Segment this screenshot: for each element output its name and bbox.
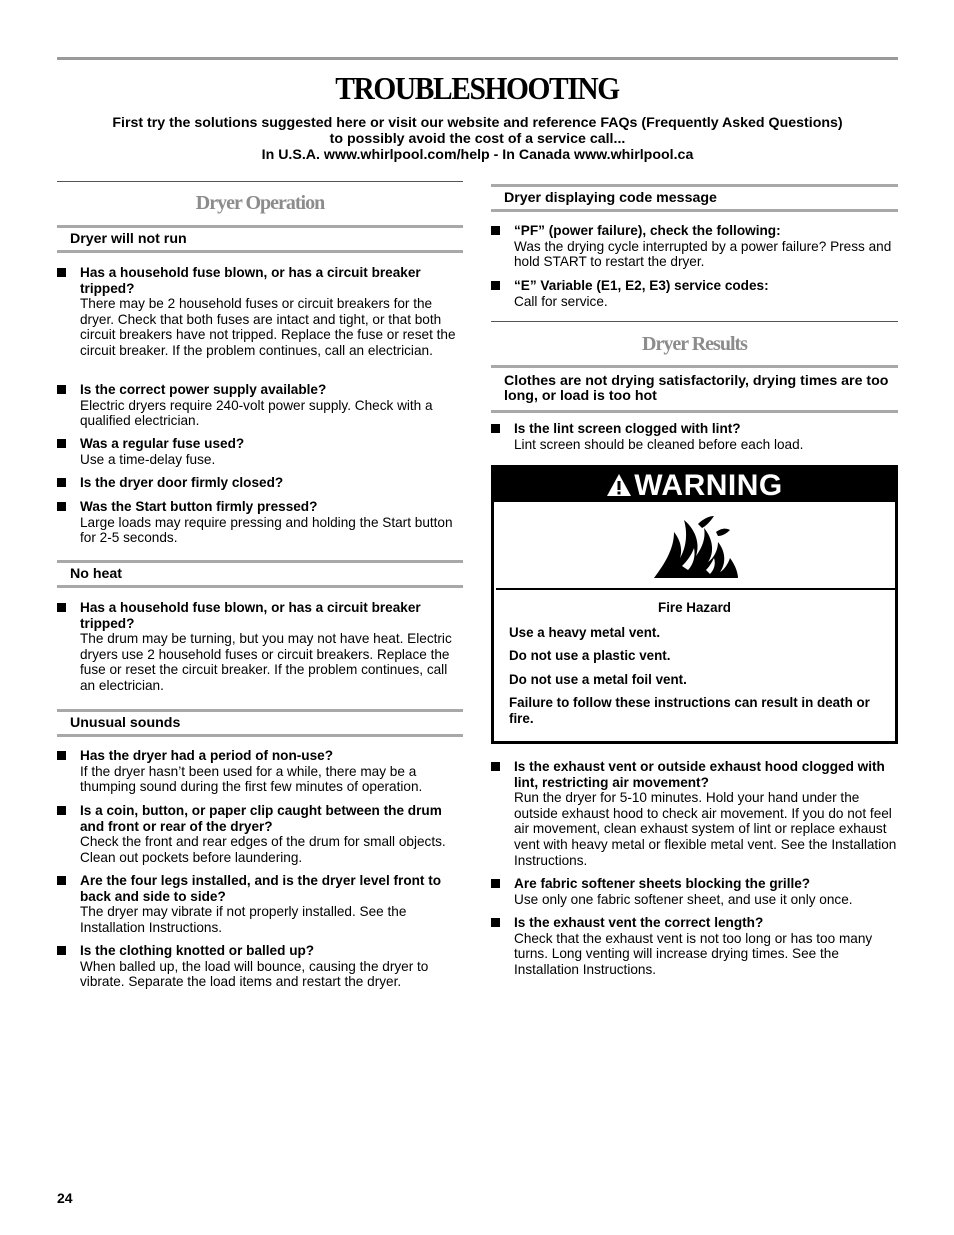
question: “E” Variable (E1, E2, E3) service codes: [514,278,769,293]
bullet-icon [57,603,66,612]
bullet-icon [57,751,66,760]
question: Has a household fuse blown, or has a circuit breaker tripped? [80,265,421,296]
intro-line: to possibly avoid the cost of a service call... [329,131,626,147]
answer: Use a time-delay fuse. [80,451,216,467]
question: Has the dryer had a period of non-use? [80,748,334,763]
list-item [491,278,898,309]
list-item [57,475,463,491]
list-item [57,748,463,795]
answer: Lint screen should be cleaned before each load. [514,436,804,452]
bullet-icon [57,806,66,815]
bullet-icon [491,918,500,927]
answer: There may be 2 household fuses or circuit breakers for the dryer. Check that both fuses are intact and tight, or that both circuit breakers have not tripped. Replace the fuse or reset the circuit breaker. If the problem continues, call an electrician. [80,296,456,358]
bullet-icon [57,385,66,394]
list-item [57,436,463,467]
page-number: 24 [57,1190,73,1206]
intro-text [57,115,898,163]
bullet-icon [57,876,66,885]
subheading-no-heat: No heat [57,560,463,588]
bullet-icon [491,879,500,888]
bullet-icon [491,424,500,433]
warning-line: Failure to follow these instructions can result in death or fire. [509,695,870,726]
bullet-icon [57,268,66,277]
answer: Large loads may require pressing and holding the Start button for 2-5 seconds. [80,514,453,546]
answer: Call for service. [514,293,608,309]
answer: The drum may be turning, but you may not have heat. Electric dryers use 2 household fuses or circuit breakers. Replace the fuse or reset the circuit breaker. If the problem continues, call an electrician. [80,631,452,693]
list-item [491,223,898,270]
question: Was a regular fuse used? [80,436,245,451]
question: Is the exhaust vent or outside exhaust hood clogged with lint, restricting air movement? [514,759,885,790]
answer: Electric dryers require 240-volt power supply. Check with a qualified electrician. [80,397,433,429]
question: “PF” (power failure), check the following: [514,223,781,238]
subheading-unusual-sounds: Unusual sounds [57,709,463,737]
question: Is the lint screen clogged with lint? [514,421,741,436]
question: Is the exhaust vent the correct length? [514,915,764,930]
answer: Check that the exhaust vent is not too long or has too many turns. Long venting will increase drying times. See the Installation Instructions. [514,930,873,977]
page-title: TROUBLESHOOTING [335,70,619,106]
warning-line: Do not use a metal foil vent. [509,671,687,687]
list-item [491,421,898,452]
list-item [57,600,463,694]
answer: When balled up, the load will bounce, causing the dryer to vibrate. Separate the load items and restart the dryer. [80,958,429,990]
question: Was the Start button firmly pressed? [80,499,318,514]
answer: Run the dryer for 5-10 minutes. Hold your hand under the outside exhaust hood to check air movement. If you do not feel air movement, clean exhaust system of lint or replace exhaust vent with heavy metal or flexible metal vent. See the Installation Instructions. [514,790,897,868]
list-item [57,943,463,990]
question: Has a household fuse blown, or has a circuit breaker tripped? [80,600,421,631]
warning-icon-panel [496,504,895,590]
warning-body [494,590,895,727]
list-item [57,382,463,429]
subheading-not-drying: Clothes are not drying satisfactorily, drying times are too long, or load is too hot [491,365,898,413]
list-item [57,873,463,935]
bullet-icon [491,762,500,771]
fire-hazard-icon [652,514,742,582]
list-item [57,265,463,359]
warning-triangle-icon [606,473,632,497]
answer: The dryer may vibrate if not properly installed. See the Installation Instructions. [80,904,407,935]
bullet-icon [491,281,500,290]
list-item [491,759,898,868]
bullet-icon [491,226,500,235]
subheading-dryer-will-not-run: Dryer will not run [57,225,463,253]
question: Is a coin, button, or paper clip caught between the drum and front or rear of the dryer? [80,803,442,834]
warning-hazard: Fire Hazard [658,600,731,615]
question: Are the four legs installed, and is the dryer level front to back and side to side? [80,873,442,904]
list-item [491,915,898,977]
answer: Was the drying cycle interrupted by a power failure? Press and hold START to restart the dryer. [514,238,892,270]
section-title-dryer-results: Dryer Results [642,333,747,355]
bullet-icon [57,478,66,487]
section-rule [57,181,463,182]
warning-line: Use a heavy metal vent. [509,624,661,640]
answer: If the dryer hasn’t been used for a while, there may be a thumping sound during the first few minutes of operation. [80,763,423,795]
warning-header [494,468,895,502]
answer: Check the front and rear edges of the drum for small objects. Clean out pockets before laundering. [80,834,446,865]
list-item [57,803,463,865]
list-item [491,876,898,907]
bullet-icon [57,502,66,511]
warning-label: WARNING [634,469,783,502]
question: Is the dryer door firmly closed? [80,475,284,490]
question: Is the clothing knotted or balled up? [80,943,315,958]
top-rule [57,57,898,60]
bullet-icon [57,946,66,955]
answer: Use only one fabric softener sheet, and use it only once. [514,891,853,907]
question: Is the correct power supply available? [80,382,327,397]
warning-box [491,465,898,744]
section-title-dryer-operation: Dryer Operation [195,192,325,214]
question: Are fabric softener sheets blocking the grille? [514,876,811,891]
intro-line: First try the solutions suggested here or visit our website and reference FAQs (Frequently Asked Questions) [112,115,843,131]
list-item [57,499,463,546]
intro-line: In U.S.A. www.whirlpool.com/help - In Canada www.whirlpool.ca [261,147,694,163]
warning-line: Do not use a plastic vent. [509,648,671,664]
subheading-code-message: Dryer displaying code message [491,184,898,212]
section-rule [491,321,898,322]
bullet-icon [57,439,66,448]
